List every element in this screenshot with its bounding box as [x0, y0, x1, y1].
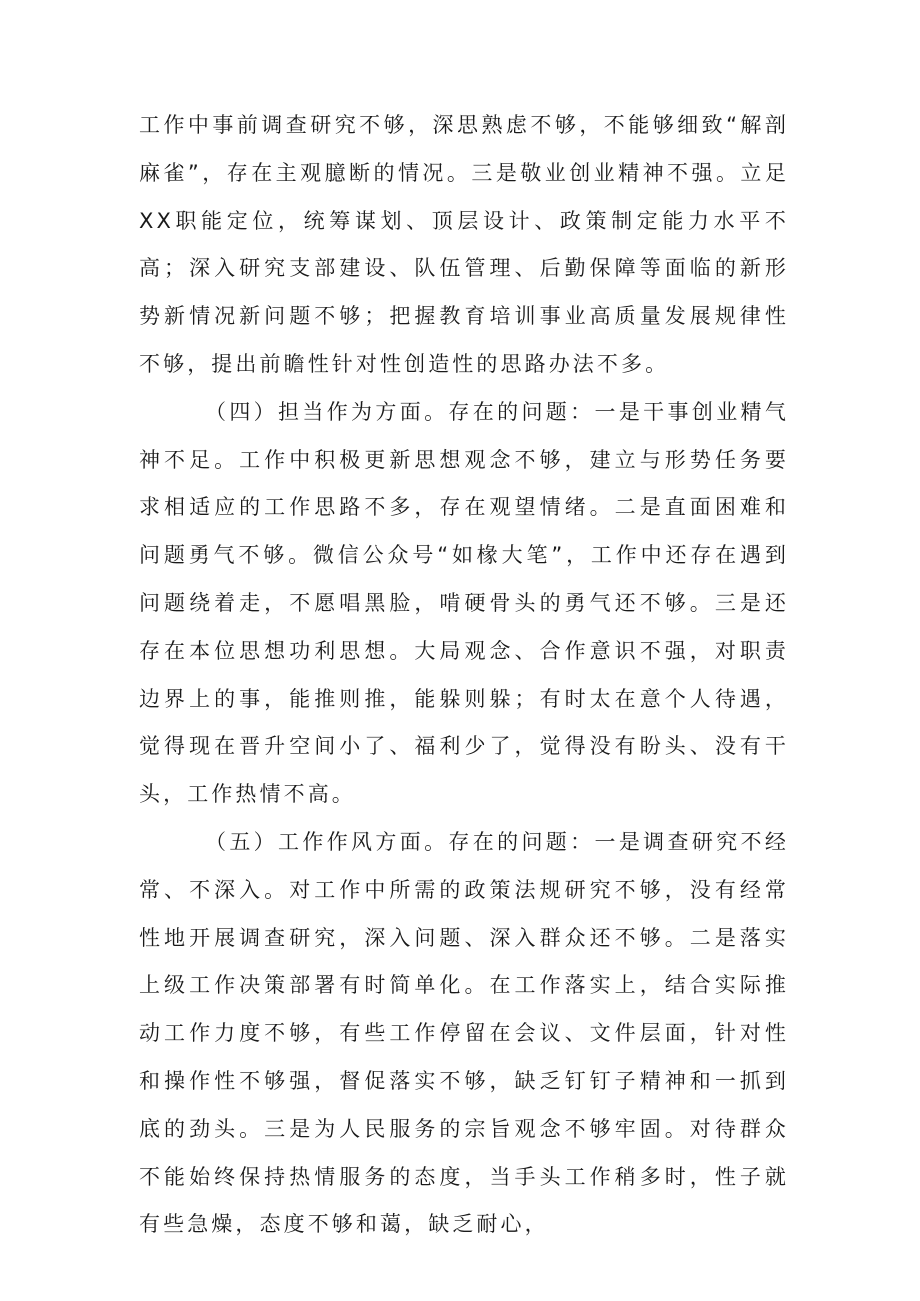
document-body [139, 102, 789, 1249]
paragraph-continuation: 工作中事前调查研究不够，深思熟虑不够，不能够细致“解剖麻雀”，存在主观臆断的情况。三是敬业创业精神不强。立足XX职能定位，统筹谋划、顶层设计、政策制定能力水平不高；深入研究支部建设、队伍管理、后勤保障等面临的新形势新情况新问题不够；把握教育培训事业高质量发展规律性不够，提出前瞻性针对性创造性的思路办法不多。 [139, 113, 789, 376]
paragraph-section-4: （四）担当作为方面。存在的问题：一是干事创业精气神不足。工作中积极更新思想观念不够，建立与形势任务要求相适应的工作思路不多，存在观望情绪。二是直面困难和问题勇气不够。微信公众号“如椽大笔”，工作中还存在遇到问题绕着走，不愿唱黑脸，啃硬骨头的勇气还不够。三是还存在本位思想功利思想。大局观念、合作意识不强，对职责边界上的事，能推则推，能躲则躲；有时太在意个人待遇，觉得现在晋升空间小了、福利少了，觉得没有盼头、没有干头，工作热情不高。 [139, 399, 789, 807]
paragraph-section-5: （五）工作作风方面。存在的问题：一是调查研究不经常、不深入。对工作中所需的政策法规研究不够，没有经常性地开展调查研究，深入问题、深入群众还不够。二是落实上级工作决策部署有时简单化。在工作落实上，结合实际推动工作力度不够，有些工作停留在会议、文件层面，针对性和操作性不够强，督促落实不够，缺乏钉钉子精神和一抓到底的劲头。三是为人民服务的宗旨观念不够牢固。对待群众不能始终保持热情服务的态度，当手头工作稍多时，性子就有些急燥，态度不够和蔼，缺乏耐心， [139, 829, 789, 1237]
